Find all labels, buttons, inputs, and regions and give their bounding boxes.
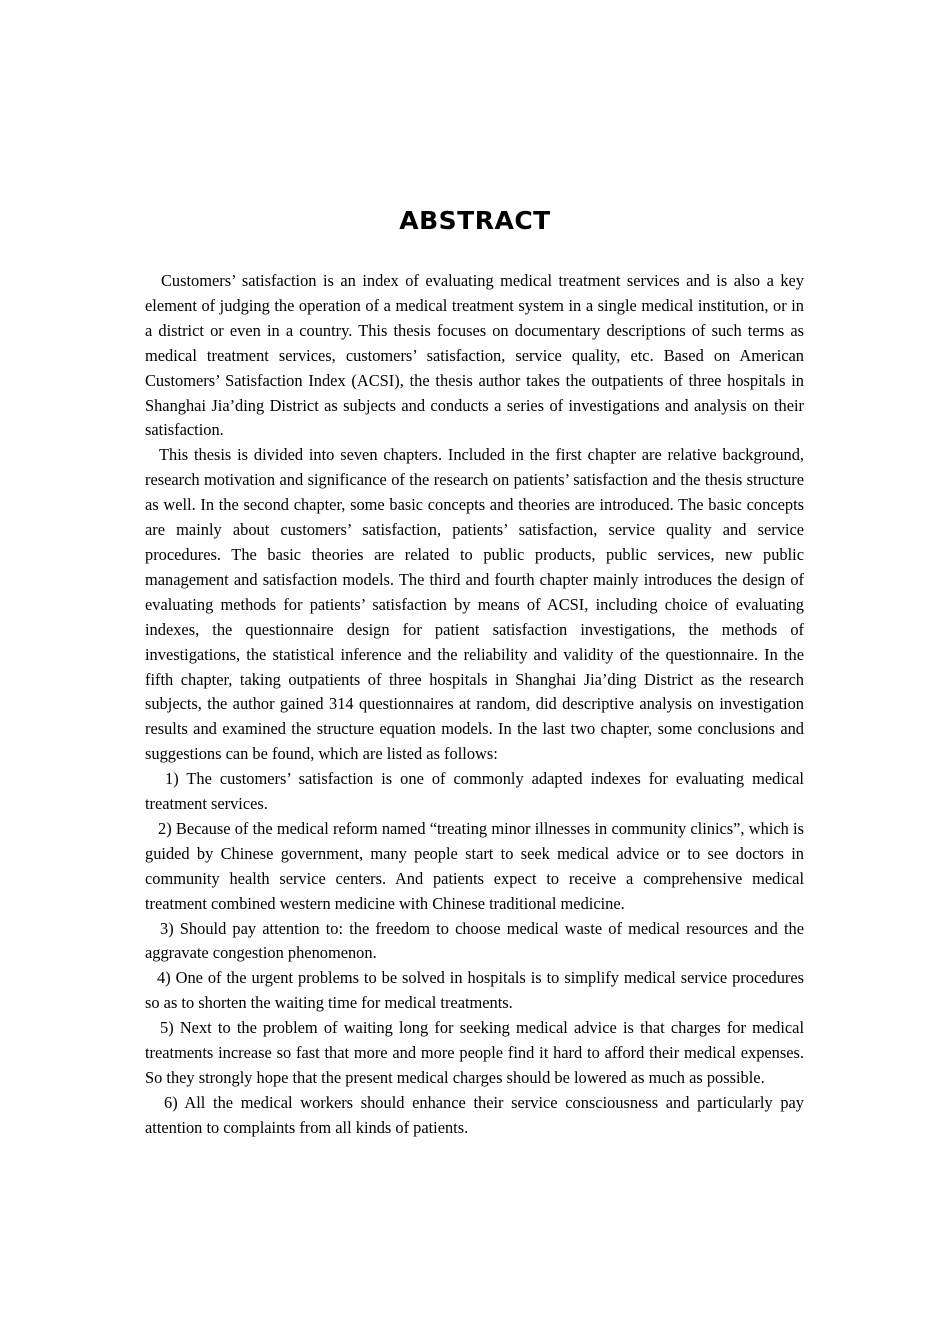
conclusion-item-6: 6) All the medical workers should enhance their service consciousness and particularly pay attention to complaints from all kinds of patients. — [145, 1092, 804, 1137]
paragraph-structure: This thesis is divided into seven chapters. Included in the first chapter are relative background, research motivation and significance of the research on patients’ satisfaction and the thesis structure as well. In the second chapter, some basic concepts and theories are introduced. The basic concepts are mainly about customers’ satisfaction, patients’ satisfaction, service quality and service procedures. The basic theories are related to public products, public services, new public management and satisfaction models. The third and fourth chapter mainly introduces the design of evaluating methods for patients’ satisfaction by means of ACSI, including choice of evaluating indexes, the questionnaire design for patient satisfaction investigations, the methods of investigations, the statistical inference and the reliability and validity of the questionnaire. In the fifth chapter, taking outpatients of three hospitals in Shanghai Jia’ding District as the research subjects, the author gained 314 questionnaires at random, did descriptive analysis on investigation results and examined the structure equation models. In the last two chapter, some conclusions and suggestions can be found, which are listed as follows: — [145, 445, 804, 764]
conclusion-item-4: 4) One of the urgent problems to be solved in hospitals is to simplify medical service procedures so as to shorten the waiting time for medical treatments. — [145, 968, 804, 1013]
conclusion-item-5: 5) Next to the problem of waiting long for seeking medical advice is that charges for medical treatments increase so fast that more and more people find it hard to afford their medical expenses. So they strongly hope that the present medical charges should be lowered as much as possible. — [145, 1018, 804, 1087]
conclusion-item-1: 1) The customers’ satisfaction is one of commonly adapted indexes for evaluating medical treatment services. — [145, 769, 804, 814]
abstract-body — [145, 269, 804, 1141]
conclusion-item-2: 2) Because of the medical reform named “treating minor illnesses in community clinics”, which is guided by Chinese government, many people start to seek medical advice or to see doctors in community health service centers. And patients expect to receive a comprehensive medical treatment combined western medicine with Chinese traditional medicine. — [145, 818, 804, 913]
abstract-title: ABSTRACT — [399, 206, 551, 235]
paragraph-intro: Customers’ satisfaction is an index of evaluating medical treatment services and is also a key element of judging the operation of a medical treatment system in a single medical institution, or in a district or even in a country. This thesis focuses on documentary descriptions of such terms as medical treatment services, customers’ satisfaction, service quality, etc. Based on American Customers’ Satisfaction Index (ACSI), the thesis author takes the outpatients of three hospitals in Shanghai Jia’ding District as subjects and conducts a series of investigations and analysis on their satisfaction. — [145, 271, 804, 440]
conclusion-item-3: 3) Should pay attention to: the freedom to choose medical waste of medical resources and the aggravate congestion phenomenon. — [145, 918, 804, 963]
